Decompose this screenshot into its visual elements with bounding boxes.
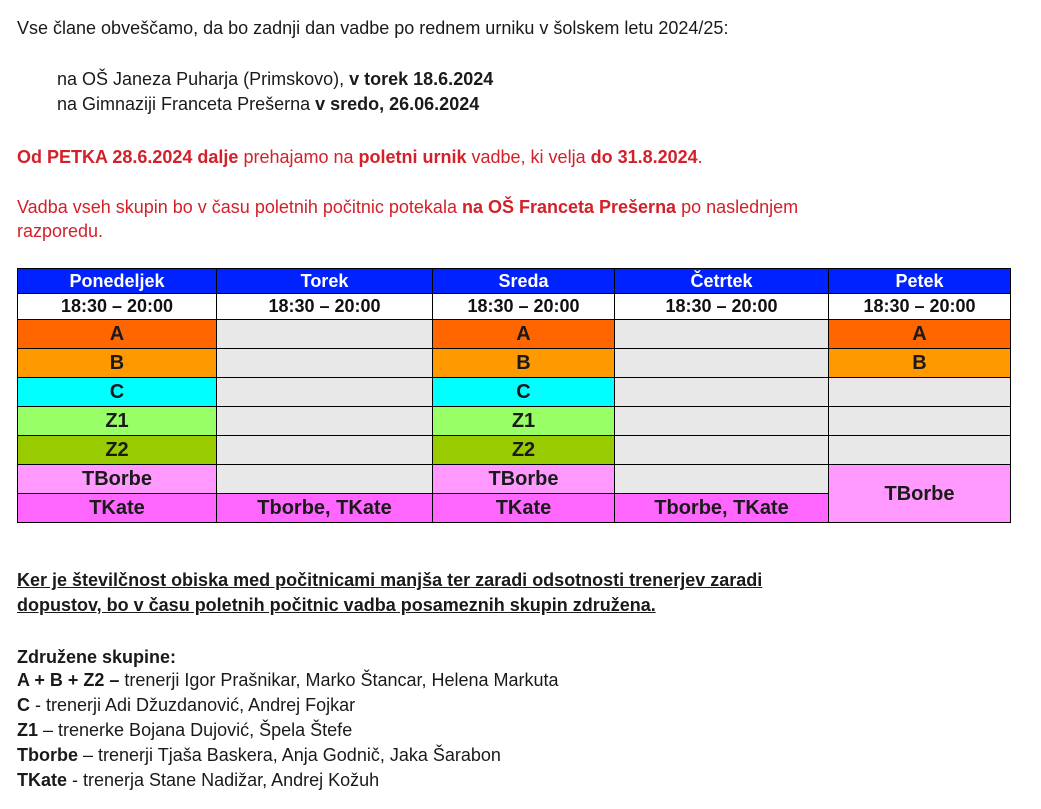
summer-end: do 31.8.2024 <box>590 147 698 167</box>
group-b-row <box>18 349 1011 378</box>
empty-cell <box>217 436 433 465</box>
group-cell: Z2 <box>18 436 217 465</box>
day-tuesday: Torek <box>217 269 433 294</box>
group-cell: B <box>18 349 217 378</box>
day-thursday: Četrtek <box>615 269 829 294</box>
group-name: Z1 <box>17 720 39 740</box>
group-cell: A <box>829 320 1011 349</box>
time-row <box>18 294 1011 320</box>
group-cell: A <box>433 320 615 349</box>
group-cell: Tborbe, TKate <box>217 494 433 523</box>
date: v torek 18.6.2024 <box>349 69 494 89</box>
location-school: na OŠ Franceta Prešerna <box>461 197 677 217</box>
group-coaches: - trenerji Adi Džuzdanović, Andrej Fojkar <box>30 695 356 715</box>
group-coaches: trenerji Igor Prašnikar, Marko Štancar, Helena Markuta <box>119 670 559 690</box>
empty-cell <box>829 436 1011 465</box>
group-line <box>17 718 352 742</box>
summer-start: Od PETKA 28.6.2024 dalje <box>17 147 239 167</box>
empty-cell <box>615 407 829 436</box>
group-cell: C <box>433 378 615 407</box>
location-text: Vadba vseh skupin bo v času poletnih počitnic potekala <box>17 197 462 217</box>
summer-text: vadbe, ki velja <box>466 147 591 167</box>
empty-cell <box>217 378 433 407</box>
empty-cell <box>217 407 433 436</box>
summer-schedule-notice <box>17 145 703 169</box>
last-day-primskovo <box>57 67 493 91</box>
empty-cell <box>615 378 829 407</box>
summer-schedule-table <box>17 268 1011 523</box>
group-name: Tborbe <box>17 745 78 765</box>
empty-cell <box>615 436 829 465</box>
group-cell: C <box>18 378 217 407</box>
location-notice <box>17 195 798 219</box>
group-coaches: – trenerji Tjaša Baskera, Anja Godnič, Jaka Šarabon <box>78 745 501 765</box>
date: v sredo, 26.06.2024 <box>315 94 480 114</box>
location-text: po naslednjem <box>676 197 799 217</box>
empty-cell <box>829 407 1011 436</box>
group-cell: TKate <box>18 494 217 523</box>
summer-text: . <box>697 147 703 167</box>
group-a-row <box>18 320 1011 349</box>
group-z2-row <box>18 436 1011 465</box>
group-cell: Z1 <box>18 407 217 436</box>
empty-cell <box>615 465 829 494</box>
time-cell: 18:30 – 20:00 <box>18 294 217 320</box>
group-name: C <box>17 695 30 715</box>
empty-cell <box>829 378 1011 407</box>
group-cell: TKate <box>433 494 615 523</box>
empty-cell <box>615 349 829 378</box>
empty-cell <box>217 465 433 494</box>
group-name: TKate <box>17 770 68 790</box>
place: na Gimnaziji Franceta Prešerna <box>57 94 316 114</box>
group-z1-row <box>18 407 1011 436</box>
group-coaches: – trenerke Bojana Dujović, Špela Štefe <box>38 720 353 740</box>
group-cell: TBorbe <box>433 465 615 494</box>
time-cell: 18:30 – 20:00 <box>433 294 615 320</box>
summer-label: poletni urnik <box>358 147 467 167</box>
group-cell: Z2 <box>433 436 615 465</box>
empty-cell <box>217 349 433 378</box>
place: na OŠ Janeza Puharja (Primskovo), <box>57 69 350 89</box>
group-line <box>17 693 355 717</box>
group-line <box>17 743 501 767</box>
group-cell: Z1 <box>433 407 615 436</box>
group-cell: TBorbe <box>829 465 1011 523</box>
day-friday: Petek <box>829 269 1011 294</box>
location-notice-line2: razporedu. <box>17 221 104 241</box>
day-monday: Ponedeljek <box>18 269 217 294</box>
group-line <box>17 668 559 692</box>
group-cell: Tborbe, TKate <box>615 494 829 523</box>
notice-line1: Ker je številčnost obiska med počitnicami manjša ter zaradi odsotnosti trenerjev zaradi <box>17 570 763 590</box>
summer-text: prehajamo na <box>238 147 359 167</box>
group-cell: B <box>829 349 1011 378</box>
time-cell: 18:30 – 20:00 <box>217 294 433 320</box>
time-cell: 18:30 – 20:00 <box>829 294 1011 320</box>
group-cell: B <box>433 349 615 378</box>
group-name: A + B + Z2 – <box>17 670 120 690</box>
group-c-row <box>18 378 1011 407</box>
group-tborbe-row <box>18 465 1011 494</box>
last-day-gimnazija <box>57 92 479 116</box>
day-header-row <box>18 269 1011 294</box>
empty-cell <box>217 320 433 349</box>
empty-cell <box>615 320 829 349</box>
group-cell: A <box>18 320 217 349</box>
groups-title: Združene skupine: <box>17 647 177 667</box>
group-cell: TBorbe <box>18 465 217 494</box>
group-line <box>17 768 379 792</box>
group-coaches: - trenerja Stane Nadižar, Andrej Kožuh <box>67 770 380 790</box>
intro-text: Vse člane obveščamo, da bo zadnji dan vadbe po rednem urniku v šolskem letu 2024/25: <box>17 18 729 38</box>
time-cell: 18:30 – 20:00 <box>615 294 829 320</box>
notice-line2: dopustov, bo v času poletnih počitnic vadba posameznih skupin združena. <box>17 595 656 615</box>
day-wednesday: Sreda <box>433 269 615 294</box>
